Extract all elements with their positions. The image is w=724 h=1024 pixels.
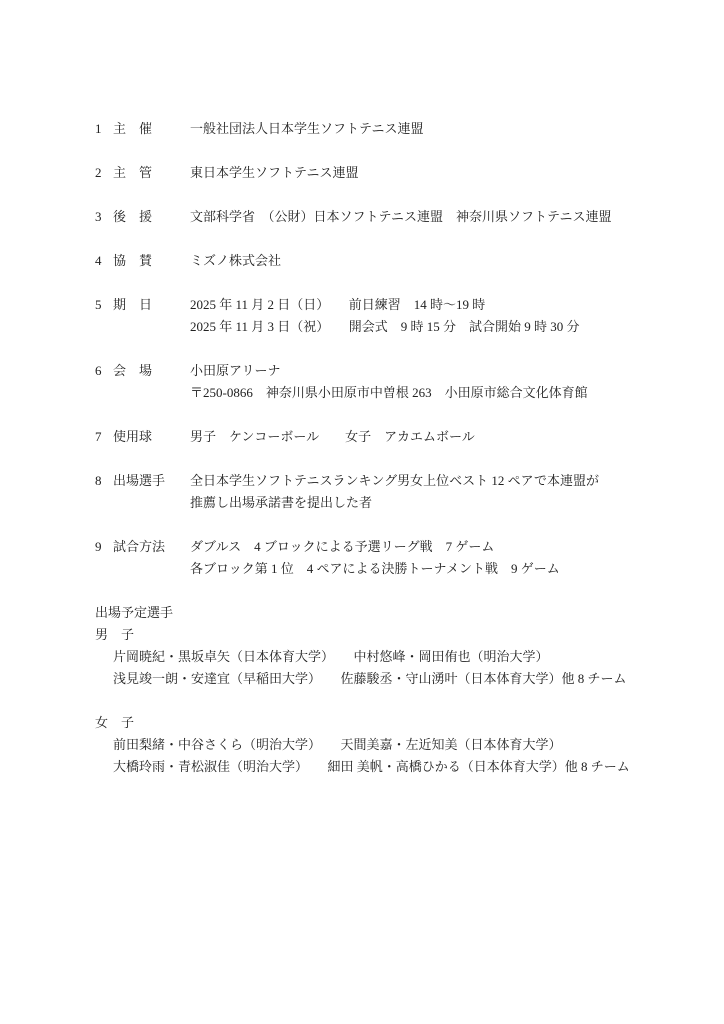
mens-pairs-line: 片岡暁紀・黒坂卓矢（日本体育大学） 中村悠峰・岡田侑也（明治大学） — [113, 649, 549, 664]
item-kijitsu — [95, 294, 680, 338]
item-label: 出場選手 — [113, 473, 166, 488]
item-number: 9 — [95, 539, 102, 554]
roster-heading: 出場予定選手 — [95, 605, 174, 620]
item-number: 3 — [95, 209, 102, 224]
item-number: 7 — [95, 429, 102, 444]
mens-pairs-line: 浅見竣一朗・安達宜（早稲田大学） 佐藤駿丞・守山湧叶（日本体育大学）他 8 チーム — [113, 671, 627, 686]
item-shusai — [95, 118, 680, 140]
item-label: 協 賛 — [113, 253, 153, 268]
item-text: 2025 年 11 月 2 日（日） 前日練習 14 時～19 時 — [190, 297, 486, 312]
item-text: 一般社団法人日本学生ソフトテニス連盟 — [190, 121, 424, 136]
mens-group — [95, 624, 680, 690]
item-number: 8 — [95, 473, 102, 488]
item-label: 期 日 — [113, 297, 153, 312]
item-text: 男子 ケンコーボール 女子 アカエムボール — [190, 429, 475, 444]
item-text: 推薦し出場承諾書を提出した者 — [190, 495, 373, 510]
item-text: 全日本学生ソフトテニスランキング男女上位ベスト 12 ペアで本連盟が — [190, 473, 599, 488]
item-number: 6 — [95, 363, 102, 378]
item-shukan — [95, 162, 680, 184]
expected-players-section — [95, 602, 680, 778]
tournament-outline — [95, 118, 680, 778]
item-number: 5 — [95, 297, 102, 312]
item-text: 東日本学生ソフトテニス連盟 — [190, 165, 359, 180]
item-label: 試合方法 — [113, 539, 166, 554]
item-number: 2 — [95, 165, 102, 180]
item-text: 文部科学省 （公財）日本ソフトテニス連盟 神奈川県ソフトテニス連盟 — [190, 209, 612, 224]
item-label: 後 援 — [113, 209, 153, 224]
item-text: 〒250-0866 神奈川県小田原市中曽根 263 小田原市総合文化体育館 — [190, 385, 588, 400]
item-text: 各ブロック第 1 位 4 ペアによる決勝トーナメント戦 9 ゲーム — [190, 561, 560, 576]
item-kyosan — [95, 250, 680, 272]
womens-group — [95, 712, 680, 778]
item-number: 1 — [95, 121, 102, 136]
item-label: 使用球 — [113, 429, 153, 444]
item-shiai-hoho — [95, 536, 680, 580]
item-label: 主 催 — [113, 121, 153, 136]
item-number: 4 — [95, 253, 102, 268]
item-text: ダブルス 4 ブロックによる予選リーグ戦 7 ゲーム — [190, 539, 495, 554]
item-kaijo — [95, 360, 680, 404]
item-text: ミズノ株式会社 — [190, 253, 282, 268]
mens-label: 男 子 — [95, 627, 135, 642]
item-label: 主 管 — [113, 165, 153, 180]
item-label: 会 場 — [113, 363, 153, 378]
womens-pairs-line: 大橋玲雨・青松淑佳（明治大学） 細田 美帆・高橋ひかる（日本体育大学）他 8 チーム — [113, 759, 630, 774]
womens-label: 女 子 — [95, 715, 135, 730]
item-text: 2025 年 11 月 3 日（祝） 開会式 9 時 15 分 試合開始 9 時 30 分 — [190, 319, 580, 334]
item-text: 小田原アリーナ — [190, 363, 281, 378]
item-shiyokyu — [95, 426, 680, 448]
item-koen — [95, 206, 680, 228]
womens-pairs-line: 前田梨緒・中谷さくら（明治大学） 天間美嘉・左近知美（日本体育大学） — [113, 737, 562, 752]
item-shutsujo-senshu — [95, 470, 680, 514]
